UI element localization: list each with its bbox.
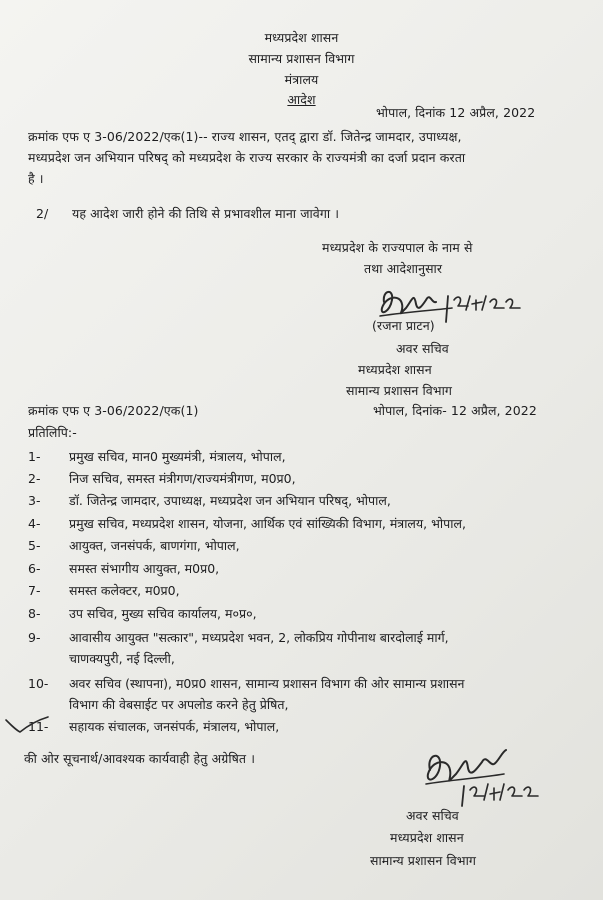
copy-item-text: डॉ. जितेन्द्र जामदार, उपाध्यक्ष, मध्यप्रदेश जन अभियान परिषद्, भोपाल, (69, 493, 391, 508)
copy-item-number: 2- (28, 471, 41, 486)
copy-item-text: आयुक्त, जनसंपर्क, बाणगंगा, भोपाल, (69, 538, 240, 553)
handwritten-signature-2 (420, 740, 550, 810)
authority-line-1: मध्यप्रदेश के राज्यपाल के नाम से (322, 240, 473, 255)
copy-item-number: 10- (28, 676, 49, 691)
copy-item-number: 9- (28, 630, 41, 645)
copy-item-text: उप सचिव, मुख्य सचिव कार्यालय, म०प्र०, (69, 606, 257, 621)
copy-item-text: प्रमुख सचिव, मध्यप्रदेश शासन, योजना, आर्थिक एवं सांख्यिकी विभाग, मंत्रालय, भोपाल, (69, 516, 466, 531)
copy-item-text: अवर सचिव (स्थापना), म0प्र0 शासन, सामान्य प्रशासन विभाग की ओर सामान्य प्रशासन (69, 676, 465, 691)
bottom-designation-3: सामान्य प्रशासन विभाग (370, 853, 477, 868)
document-title: आदेश (287, 92, 316, 107)
copy-item-text: चाणक्यपुरी, नई दिल्ली, (69, 651, 175, 666)
pen-checkmark (2, 712, 50, 736)
copy-item-text: विभाग की वेबसाईट पर अपलोड करने हेतु प्रेषित, (69, 697, 289, 712)
copy-label: प्रतिलिपि:- (28, 425, 77, 440)
copy-item-number: 3- (28, 493, 41, 508)
authority-designation-3: सामान्य प्रशासन विभाग (346, 383, 453, 398)
copy-item-number: 8- (28, 606, 41, 621)
copy-item-number: 11- (28, 719, 49, 734)
order-para-1-line-1: क्रमांक एफ ए 3-06/2022/एक(1)-- राज्य शासन, एतद् द्वारा डॉ. जितेन्द्र जामदार, उपाध्यक्ष, (28, 129, 462, 144)
copy-item-number: 7- (28, 583, 41, 598)
copy-item-text: समस्त कलेक्टर, म0प्र0, (69, 583, 180, 598)
endorsement-place-date: भोपाल, दिनांक- 12 अप्रैल, 2022 (373, 403, 537, 418)
header-line-2: सामान्य प्रशासन विभाग (248, 51, 355, 66)
order-para-2-text: यह आदेश जारी होने की तिथि से प्रभावशील माना जावेगा । (72, 206, 340, 221)
copy-item-text: प्रमुख सचिव, मान0 मुख्यमंत्री, मंत्रालय, भोपाल, (69, 449, 286, 464)
copy-item-text: समस्त संभागीय आयुक्त, म0प्र0, (69, 561, 220, 576)
signatory-name: (रजना प्राटन) (372, 318, 435, 333)
copy-item-text: निज सचिव, समस्त मंत्रीगण/राज्यमंत्रीगण, म0प्र0, (69, 471, 296, 486)
bottom-designation-1: अवर सचिव (406, 808, 459, 823)
copy-item-text: आवासीय आयुक्त "सत्कार", मध्यप्रदेश भवन, 2, लोकप्रिय गोपीनाथ बारदोलाई मार्ग, (69, 630, 449, 645)
copy-item-text: सहायक संचालक, जनसंपर्क, मंत्रालय, भोपाल, (69, 719, 280, 734)
copy-item-number: 1- (28, 449, 41, 464)
endorsement-reference: क्रमांक एफ ए 3-06/2022/एक(1) (28, 403, 199, 418)
copy-item-number: 6- (28, 561, 41, 576)
order-para-1-line-3: है । (28, 171, 44, 186)
order-para-2-number: 2/ (36, 206, 49, 221)
order-para-1-line-2: मध्यप्रदेश जन अभियान परिषद् को मध्यप्रदेश के राज्य सरकार के राज्यमंत्री का दर्जा प्रदान करता (28, 150, 466, 165)
header-line-1: मध्यप्रदेश शासन (264, 30, 339, 45)
authority-line-2: तथा आदेशानुसार (364, 261, 443, 276)
authority-designation-1: अवर सचिव (396, 341, 449, 356)
copy-item-number: 5- (28, 538, 41, 553)
copy-item-number: 4- (28, 516, 41, 531)
order-place-date: भोपाल, दिनांक 12 अप्रैल, 2022 (376, 105, 536, 120)
authority-designation-2: मध्यप्रदेश शासन (358, 362, 432, 377)
bottom-designation-2: मध्यप्रदेश शासन (390, 830, 464, 845)
header-line-3: मंत्रालय (284, 72, 319, 87)
closing-line: की ओर सूचनार्थ/आवश्यक कार्यवाही हेतु अग्रेषित । (24, 751, 256, 766)
